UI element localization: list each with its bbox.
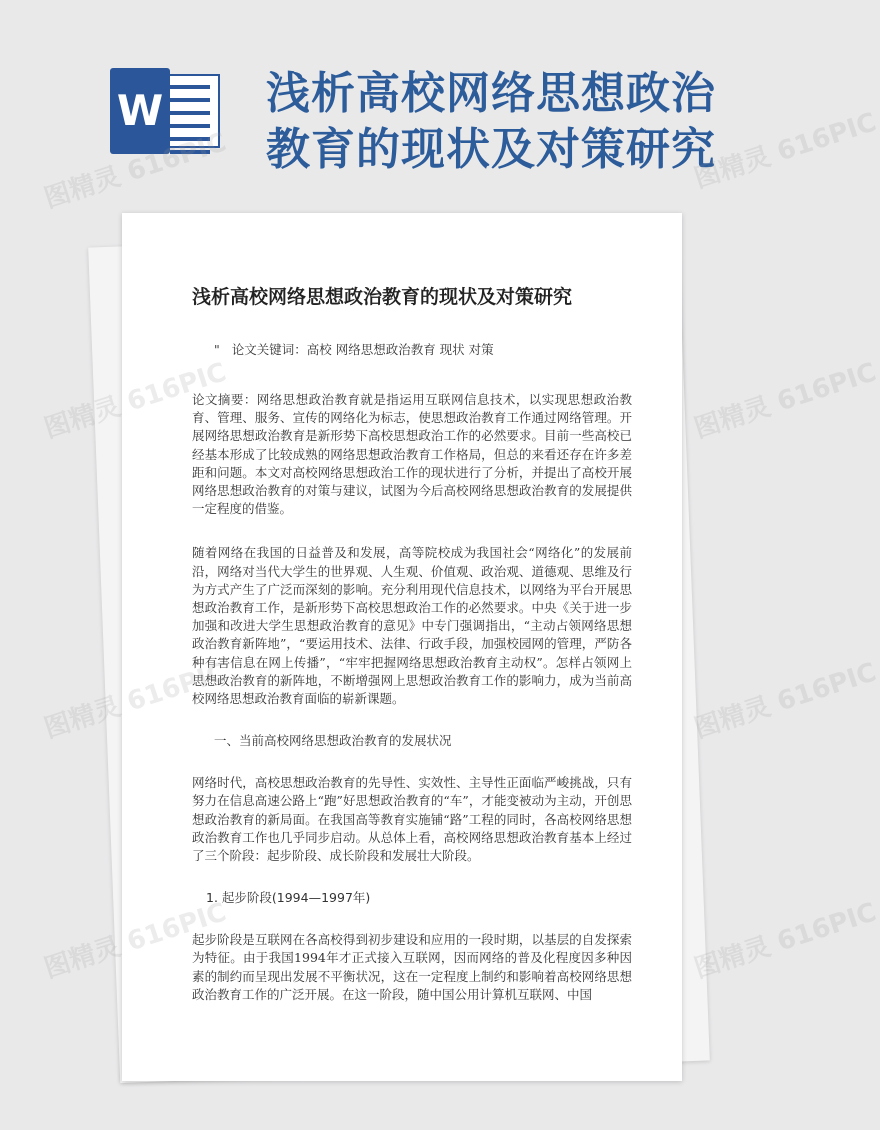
header-banner [0,0,800,200]
watermark: 图精灵 616PIC [690,107,880,195]
watermark: 图精灵 616PIC [690,657,880,745]
watermark: 图精灵 [40,691,125,745]
section-heading: 一、当前高校网络思想政治教育的发展状况 [214,733,452,749]
keywords-text: 论文关键词：高校 网络思想政治教育 现状 对策 [231,342,494,357]
word-letter: W [110,68,170,154]
subsection-paragraph: 起步阶段是互联网在各高校得到初步建设和应用的一段时期，以基层的自发探索为特征。由于我国1994年才正式接入互联网，因而网络的普及化程度因多种因素的制约而呈现出发展不平衡状况，这在一定程度上制约和影响着高校网络思想政治教育工作的广泛开展。在这一阶段，随中国公用计算机互联网、中国 [192,932,632,1002]
banner-title [266,66,736,178]
watermark: 图精灵 616PIC [690,897,880,985]
keywords-mark: " [214,342,220,357]
word-document-icon [110,68,220,154]
document-page [122,213,682,1081]
page-content [192,285,632,1004]
article-title: 浅析高校网络思想政治教育的现状及对策研究 [192,286,573,308]
keywords-line [214,341,632,359]
subsection-heading: 1. 起步阶段(1994—1997年) [206,890,371,906]
intro-paragraph: 随着网络在我国的日益普及和发展，高等院校成为我国社会“网络化”的发展前沿，网络对当代大学生的世界观、人生观、价值观、政治观、道德观、思维及行为方式产生了广泛而深刻的影响。充分利用现代信息技术，以网络为平台开展思想政治教育工作，是新形势下高校思想政治工作的必然要求。中央《关于进一步加强和改进大学生思想政治教育的意见》中专门强调指出，“主动占领网络思想政治教育新阵地”，“要运用技术、法律、行政手段，加强校园网的管理，严防各种有害信息在网上传播”，“牢牢把握网络思想政治教育主动权”。怎样占领网上思想政治教育的新阵地，不断增强网上思想政治教育工作的影响力，成为当前高校网络思想政治教育面临的崭新课题。 [192,545,632,707]
watermark: 图精灵 [40,391,125,445]
watermark: 图精灵 616PIC [690,357,880,445]
abstract-paragraph: 论文摘要：网络思想政治教育就是指运用互联网信息技术，以实现思想政治教育、管理、服务、宣传的网络化为标志，使思想政治教育工作通过网络管理。开展网络思想政治教育是新形势下高校思想政治工作的必然要求。目前一些高校已经基本形成了比较成熟的网络思想政治教育工作格局，但总的来看还存在许多差距和问题。本文对高校网络思想政治工作的现状进行了分析，并提出了高校开展网络思想政治教育的对策与建议，试图为今后高校网络思想政治教育的发展提供一定程度的借鉴。 [192,392,632,517]
watermark: 图精灵 [40,931,125,985]
banner-title-line1: 浅析高校网络思想政治 [266,68,716,119]
banner-title-line2: 教育的现状及对策研究 [266,124,716,175]
watermark: 图精灵 616PIC [40,127,230,215]
section-paragraph: 网络时代，高校思想政治教育的先导性、实效性、主导性正面临严峻挑战，只有努力在信息高速公路上“跑”好思想政治教育的“车”，才能变被动为主动，开创思想政治教育的新局面。在我国高等教育实施铺“路”工程的同时，各高校网络思想政治教育工作也几乎同步启动。从总体上看，高校网络思想政治教育基本上经过了三个阶段：起步阶段、成长阶段和发展壮大阶段。 [192,775,632,864]
